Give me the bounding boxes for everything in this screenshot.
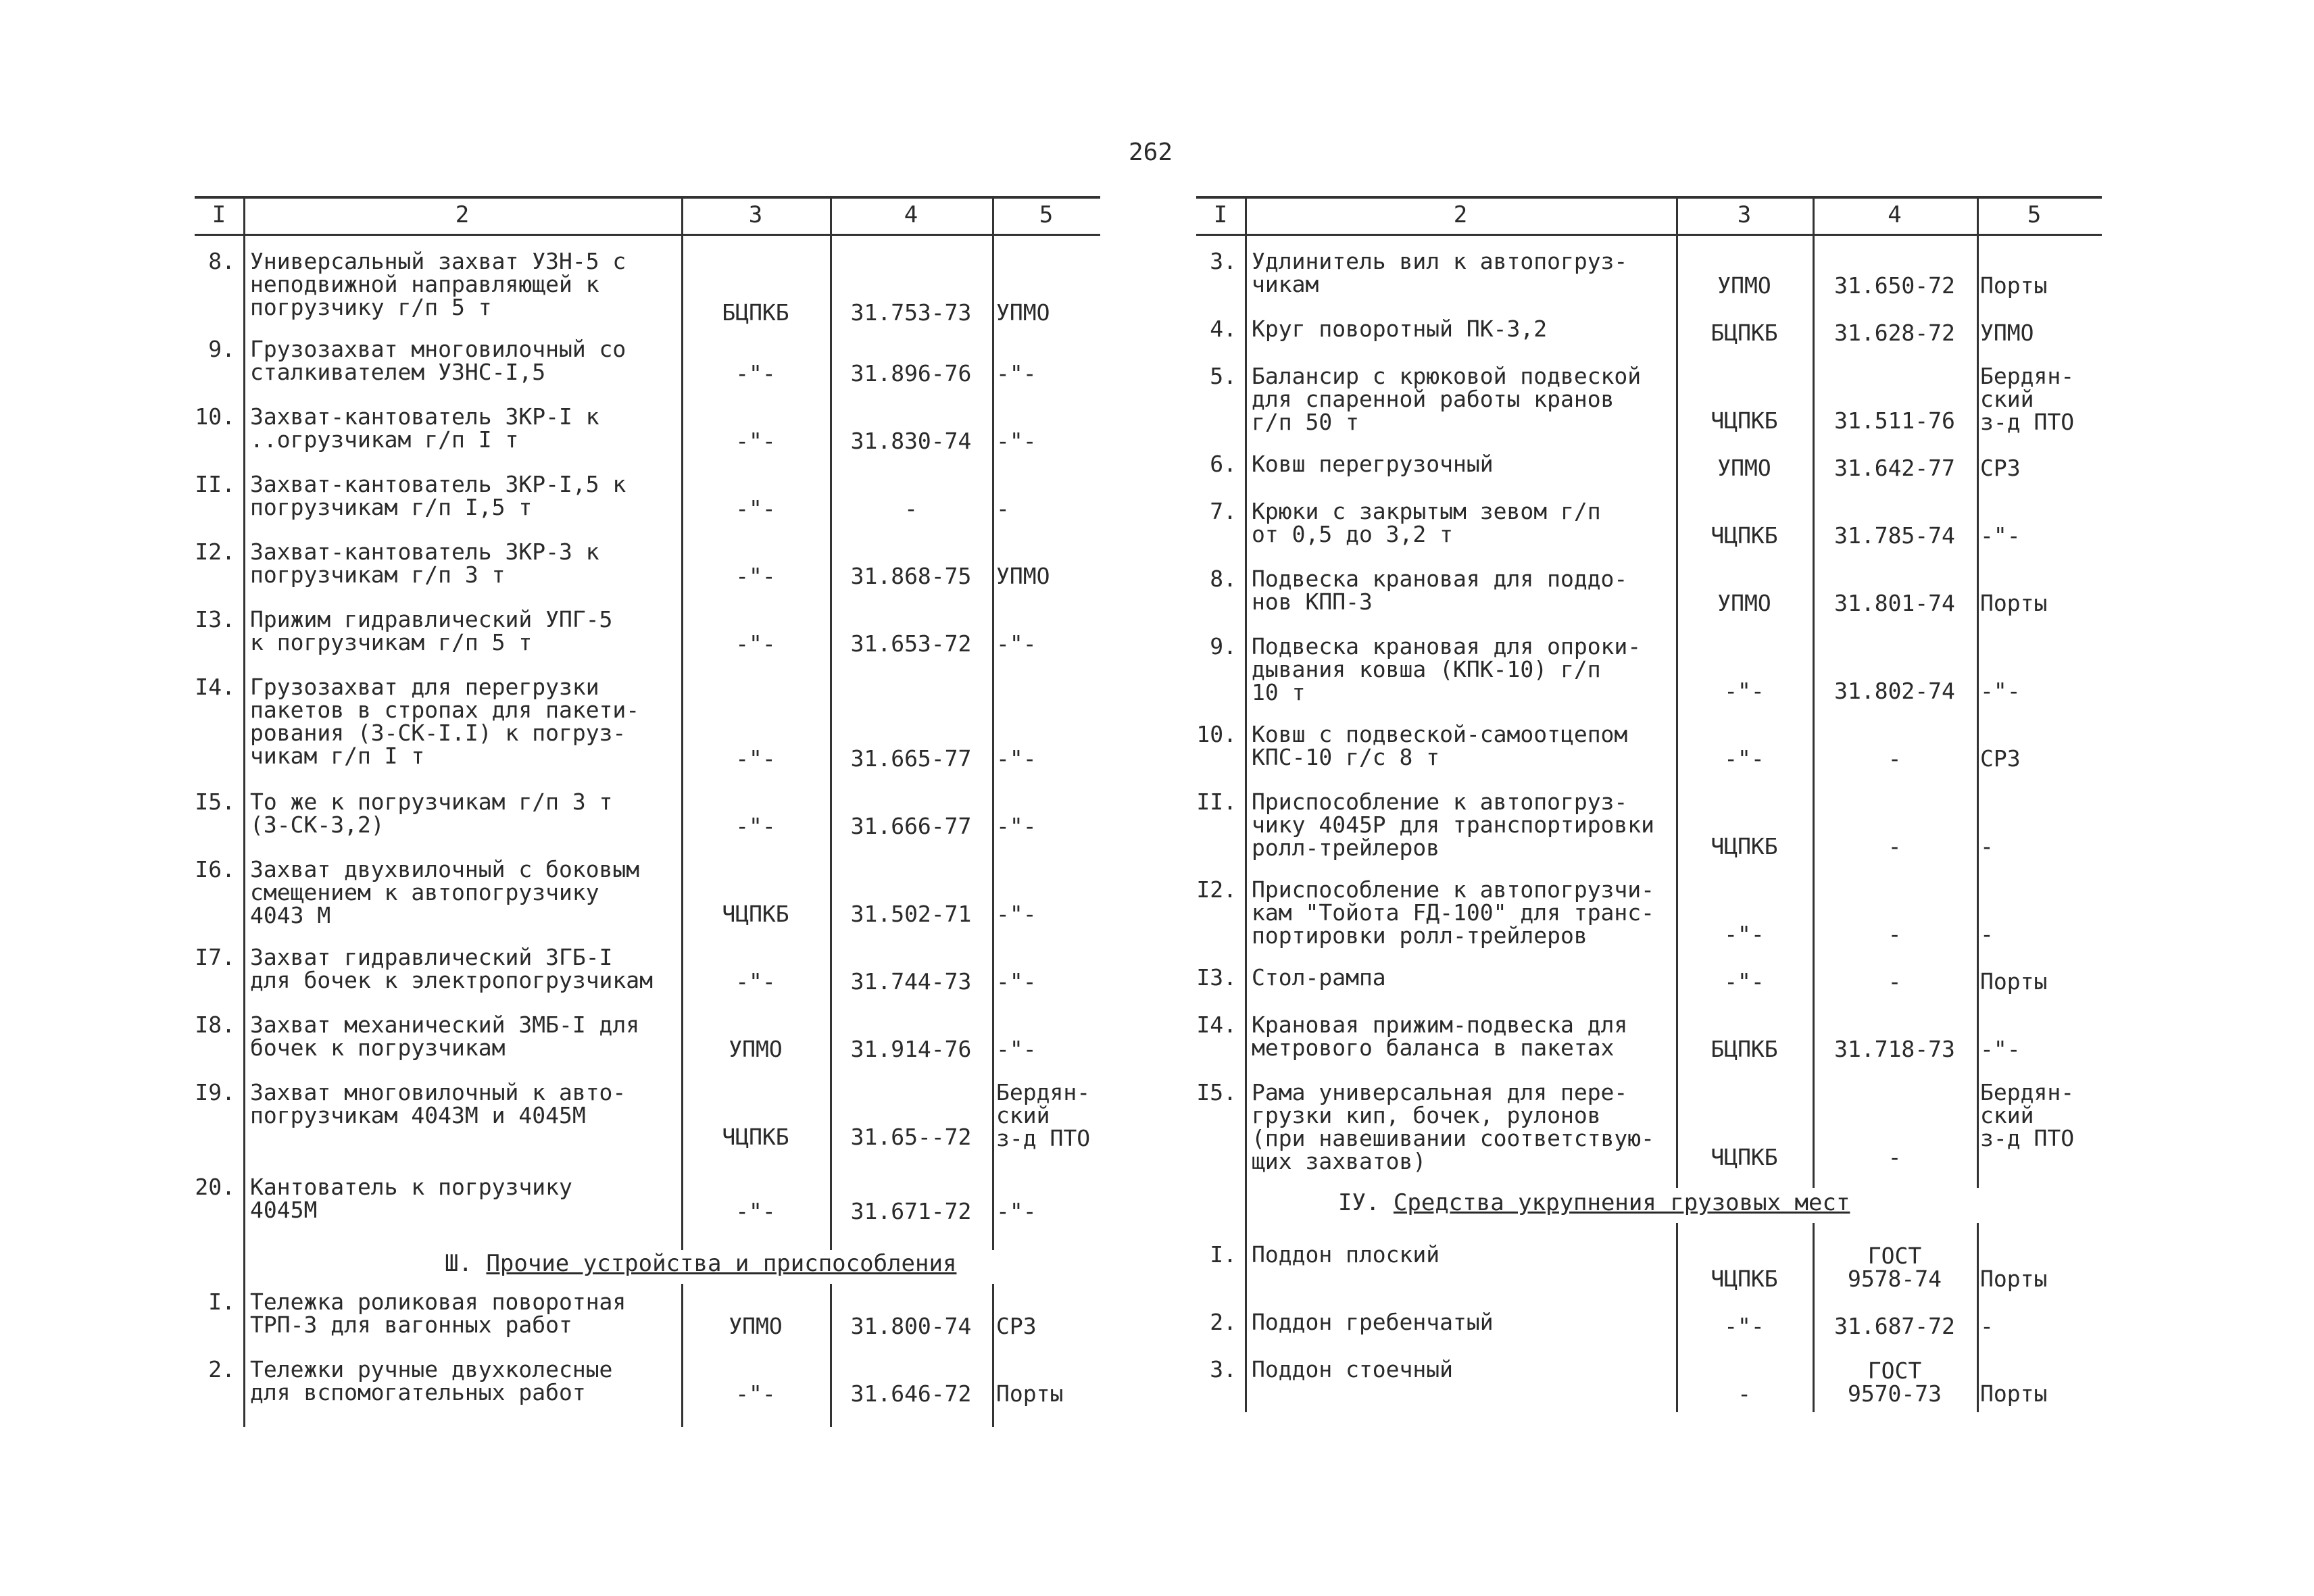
table-row [1196, 500, 2102, 547]
row-number: I5. [1196, 1079, 1237, 1105]
table-row [1196, 1079, 2102, 1174]
document-number: ГОСТ 9578-74 [1847, 1243, 1942, 1292]
item-name: Грузозахват многовилочный со сталкивателем УЗНС-I,5 [250, 336, 626, 385]
table-row [1196, 635, 2102, 703]
developer-org: -"- [735, 428, 776, 454]
manufacturer: - [1980, 833, 1994, 859]
table-row [1196, 876, 2102, 949]
developer-org: -"- [1724, 678, 1765, 704]
manufacturer: Бердян- ский з-д ПТО [996, 1079, 1091, 1151]
table-row [1196, 789, 2102, 861]
row-number: I7. [195, 944, 235, 970]
table-row [195, 1014, 1100, 1061]
row-number: 9. [208, 336, 235, 362]
developer-org: УПМО [1717, 272, 1771, 299]
manufacturer: СРЗ [1980, 745, 2021, 772]
manufacturer: -"- [996, 901, 1037, 927]
item-name: Поддон стоечный [1252, 1356, 1454, 1382]
row-number: I. [1210, 1241, 1237, 1268]
document-number: 31.671-72 [850, 1198, 972, 1224]
manufacturer: -"- [996, 745, 1037, 772]
item-name: Крюки с закрытым зевом г/п от 0,5 до 3,2 т [1252, 498, 1601, 547]
manufacturer: -"- [996, 360, 1037, 386]
developer-org: -"- [735, 968, 776, 995]
item-name: Тележки ручные двухколесные для вспомогательных работ [250, 1356, 613, 1405]
item-name: Круг поворотный ПК-3,2 [1252, 316, 1548, 342]
manufacturer: -"- [996, 630, 1037, 657]
developer-org: -"- [1724, 1313, 1765, 1339]
manufacturer: -"- [996, 968, 1037, 995]
item-name: Захват-кантователь ЗКР-I к ..огрузчикам г/п I т [250, 403, 599, 453]
table-row [1196, 250, 2102, 297]
developer-org: ЧЦПКБ [1710, 407, 1778, 434]
table-row [1196, 453, 2102, 480]
table-row [195, 541, 1100, 588]
developer-org: ЧЦПКБ [722, 1124, 789, 1150]
manufacturer: Порты [1980, 968, 2048, 995]
document-number: 31.914-76 [850, 1036, 972, 1062]
row-number: 6. [1210, 451, 1237, 477]
item-name: Захват двухвилочный с боковым смещением к автопогрузчику 4043 М [250, 856, 640, 928]
table-row [1196, 363, 2102, 435]
developer-org: - [1738, 1380, 1751, 1407]
document-number: 31.830-74 [850, 428, 972, 454]
developer-org: -"- [735, 745, 776, 772]
item-name: Захват-кантователь ЗКР-3 к погрузчикам г/п 3 т [250, 539, 599, 588]
document-number: 31.687-72 [1834, 1313, 1955, 1339]
developer-org: -"- [1724, 921, 1765, 947]
document-number: 31.642-77 [1834, 455, 1955, 481]
developer-org: -"- [735, 1380, 776, 1407]
table-row [195, 676, 1100, 770]
developer-org: ЧЦПКБ [722, 901, 789, 927]
row-number: 7. [1210, 498, 1237, 524]
manufacturer: УПМО [1980, 320, 2034, 346]
header-col-5: 5 [1039, 201, 1054, 228]
developer-org: БЦПКБ [722, 299, 789, 326]
manufacturer: Порты [1980, 1266, 2048, 1292]
manufacturer: - [1980, 921, 1994, 947]
section-heading-4 [1338, 1189, 1850, 1216]
item-name: Подвеска крановая для опроки- дывания ковша (КПК-10) г/п 10 т [1252, 633, 1642, 705]
item-name: Подвеска крановая для поддо- нов КПП-3 [1252, 566, 1628, 615]
item-name: Поддон гребенчатый [1252, 1309, 1494, 1335]
developer-org: -"- [735, 495, 776, 522]
row-number: I3. [195, 606, 235, 632]
manufacturer: Порты [1980, 590, 2048, 616]
table-row [195, 1291, 1100, 1338]
section-heading-3 [445, 1250, 956, 1277]
item-name: Кантователь к погрузчику 4045М [250, 1174, 572, 1223]
section-title: Средства укрупнения грузовых мест [1393, 1189, 1850, 1216]
developer-org: БЦПКБ [1710, 1036, 1778, 1062]
item-name: Захват гидравлический ЗГБ-I для бочек к электропогрузчикам [250, 944, 654, 993]
manufacturer: УПМО [996, 563, 1050, 589]
row-number: I4. [1196, 1012, 1237, 1038]
item-name: Захват многовилочный к авто- погрузчикам 4043М и 4045М [250, 1079, 626, 1128]
row-number: II. [1196, 789, 1237, 815]
developer-org: -"- [1724, 968, 1765, 995]
item-name: Захват механический ЗМБ-I для бочек к погрузчикам [250, 1012, 640, 1061]
item-name: Ковш с подвеской-самоотцепом КПС-10 г/с 8 т [1252, 721, 1628, 770]
section-prefix: IУ. [1338, 1189, 1380, 1216]
table-row [1196, 1311, 2102, 1338]
table-row [195, 250, 1100, 324]
manufacturer: -"- [996, 1198, 1037, 1224]
table-row [195, 405, 1100, 453]
row-number: I2. [1196, 876, 1237, 903]
developer-org: ЧЦПКБ [1710, 1144, 1778, 1170]
table-row [195, 791, 1100, 838]
table-row [1196, 568, 2102, 615]
header-col-2: 2 [1453, 201, 1468, 228]
manufacturer: Бердян- ский з-д ПТО [1980, 1079, 2075, 1151]
manufacturer: Бердян- ский з-д ПТО [1980, 363, 2075, 435]
row-number: 3. [1210, 248, 1237, 274]
document-number: 31.868-75 [850, 563, 972, 589]
document-number: 31.896-76 [850, 360, 972, 386]
row-number: I3. [1196, 964, 1237, 991]
table-row [195, 338, 1100, 385]
item-name: Прижим гидравлический УПГ-5 к погрузчикам г/п 5 т [250, 606, 613, 655]
document-number: 31.785-74 [1834, 522, 1955, 549]
manufacturer: - [1980, 1313, 1994, 1339]
document-number: 31.646-72 [850, 1380, 972, 1407]
document-number: - [1888, 1144, 1902, 1170]
developer-org: -"- [735, 1198, 776, 1224]
manufacturer: СРЗ [996, 1313, 1037, 1339]
manufacturer: -"- [1980, 1036, 2021, 1062]
developer-org: -"- [1724, 745, 1765, 772]
manufacturer: СРЗ [1980, 455, 2021, 481]
developer-org: -"- [735, 630, 776, 657]
developer-org: УПМО [1717, 455, 1771, 481]
document-number: 31.753-73 [850, 299, 972, 326]
table-row [195, 946, 1100, 993]
table-row [1196, 966, 2102, 993]
table-top-rule [1196, 196, 2102, 199]
row-number: 8. [208, 248, 235, 274]
row-number: 9. [1210, 633, 1237, 659]
row-number: I8. [195, 1012, 235, 1038]
developer-org: ЧЦПКБ [1710, 833, 1778, 859]
document-number: - [1888, 833, 1902, 859]
developer-org: ЧЦПКБ [1710, 1266, 1778, 1292]
manufacturer: Порты [996, 1380, 1064, 1407]
header-col-1: I [1213, 201, 1228, 228]
document-number: 31.801-74 [1834, 590, 1955, 616]
row-number: I. [208, 1289, 235, 1315]
manufacturer: -"- [996, 813, 1037, 839]
item-name: Приспособление к автопогруз- чику 4045Р для транспортировки ролл-трейлеров [1252, 789, 1655, 861]
item-name: Грузозахват для перегрузки пакетов в стропах для пакети- рования (З-СК-I.I) к погруз- чикам г/п I т [250, 674, 640, 769]
document-number: ГОСТ 9570-73 [1847, 1357, 1942, 1407]
header-col-3: 3 [748, 201, 763, 228]
item-name: Балансир с крюковой подвеской для спаренной работы кранов г/п 50 т [1252, 363, 1642, 435]
table-row [195, 1176, 1100, 1223]
row-number: 10. [1196, 721, 1237, 747]
item-name: Приспособление к автопогрузчи- кам "Тойота FД-100" для транс- портировки ролл-трейлеров [1252, 876, 1655, 949]
document-number: 31.802-74 [1834, 678, 1955, 704]
row-number: 3. [1210, 1356, 1237, 1382]
row-number: 5. [1210, 363, 1237, 389]
row-number: I2. [195, 539, 235, 565]
header-col-4: 4 [904, 201, 918, 228]
manufacturer: УПМО [996, 299, 1050, 326]
document-number: 31.718-73 [1834, 1036, 1955, 1062]
row-number: I4. [195, 674, 235, 700]
manufacturer: - [996, 495, 1010, 522]
table-header-rule [1196, 234, 2102, 236]
item-name: Поддон плоский [1252, 1241, 1440, 1268]
item-name: Захват-кантователь ЗКР-I,5 к погрузчикам г/п I,5 т [250, 471, 626, 520]
document-number: - [904, 495, 918, 522]
developer-org: -"- [735, 813, 776, 839]
document-number: 31.665-77 [850, 745, 972, 772]
document-number: - [1888, 968, 1902, 995]
document-number: 31.650-72 [1834, 272, 1955, 299]
developer-org: УПМО [729, 1313, 783, 1339]
developer-org: -"- [735, 563, 776, 589]
document-number: 31.653-72 [850, 630, 972, 657]
section-prefix: Ш. [445, 1250, 472, 1277]
developer-org: УПМО [729, 1036, 783, 1062]
row-number: I9. [195, 1079, 235, 1105]
item-name: То же к погрузчикам г/п 3 т (З-СК-3,2) [250, 789, 613, 838]
section-title: Прочие устройства и приспособления [486, 1250, 957, 1277]
manufacturer: -"- [996, 428, 1037, 454]
developer-org: ЧЦПКБ [1710, 522, 1778, 549]
item-name: Тележка роликовая поворотная ТРП-3 для вагонных работ [250, 1289, 626, 1338]
row-number: I5. [195, 789, 235, 815]
table-row [1196, 723, 2102, 770]
table-row [195, 1358, 1100, 1405]
document-number: 31.800-74 [850, 1313, 972, 1339]
page-number: 262 [1129, 139, 1173, 166]
manufacturer: Порты [1980, 1380, 2048, 1407]
developer-org: БЦПКБ [1710, 320, 1778, 346]
document-number: 31.744-73 [850, 968, 972, 995]
table-row [1196, 1243, 2102, 1291]
table-row [195, 608, 1100, 655]
table-row [1196, 1014, 2102, 1061]
item-name: Универсальный захват УЗН-5 с неподвижной направляющей к погрузчику г/п 5 т [250, 248, 626, 320]
header-col-3: 3 [1737, 201, 1752, 228]
header-col-5: 5 [2027, 201, 2042, 228]
document-number: 31.65--72 [850, 1124, 972, 1150]
header-col-2: 2 [455, 201, 470, 228]
row-number: 4. [1210, 316, 1237, 342]
table-header-rule [195, 234, 1100, 236]
table-row [1196, 318, 2102, 345]
header-col-1: I [212, 201, 226, 228]
manufacturer: -"- [1980, 522, 2021, 549]
row-number: II. [195, 471, 235, 497]
item-name: Стол-рампа [1252, 964, 1386, 991]
row-number: 2. [1210, 1309, 1237, 1335]
manufacturer: -"- [1980, 678, 2021, 704]
item-name: Ковш перегрузочный [1252, 451, 1494, 477]
document-number: 31.628-72 [1834, 320, 1955, 346]
table-top-rule [195, 196, 1100, 199]
document-number: 31.502-71 [850, 901, 972, 927]
developer-org: -"- [735, 360, 776, 386]
developer-org: УПМО [1717, 590, 1771, 616]
table-row [1196, 1358, 2102, 1405]
document-number: - [1888, 921, 1902, 947]
document-number: 31.666-77 [850, 813, 972, 839]
document-number: 31.511-76 [1834, 407, 1955, 434]
row-number: 8. [1210, 566, 1237, 592]
document-number: - [1888, 745, 1902, 772]
item-name: Удлинитель вил к автопогруз- чикам [1252, 248, 1628, 297]
manufacturer: -"- [996, 1036, 1037, 1062]
header-col-4: 4 [1888, 201, 1902, 228]
row-number: 10. [195, 403, 235, 430]
row-number: 20. [195, 1174, 235, 1200]
table-row [195, 1081, 1100, 1149]
table-row [195, 858, 1100, 926]
table-row [195, 473, 1100, 520]
item-name: Крановая прижим-подвеска для метрового баланса в пакетах [1252, 1012, 1628, 1061]
item-name: Рама универсальная для пере- грузки кип, бочек, рулонов (при навешивании соответствую- щих захватов) [1252, 1079, 1655, 1174]
row-number: 2. [208, 1356, 235, 1382]
row-number: I6. [195, 856, 235, 882]
manufacturer: Порты [1980, 272, 2048, 299]
